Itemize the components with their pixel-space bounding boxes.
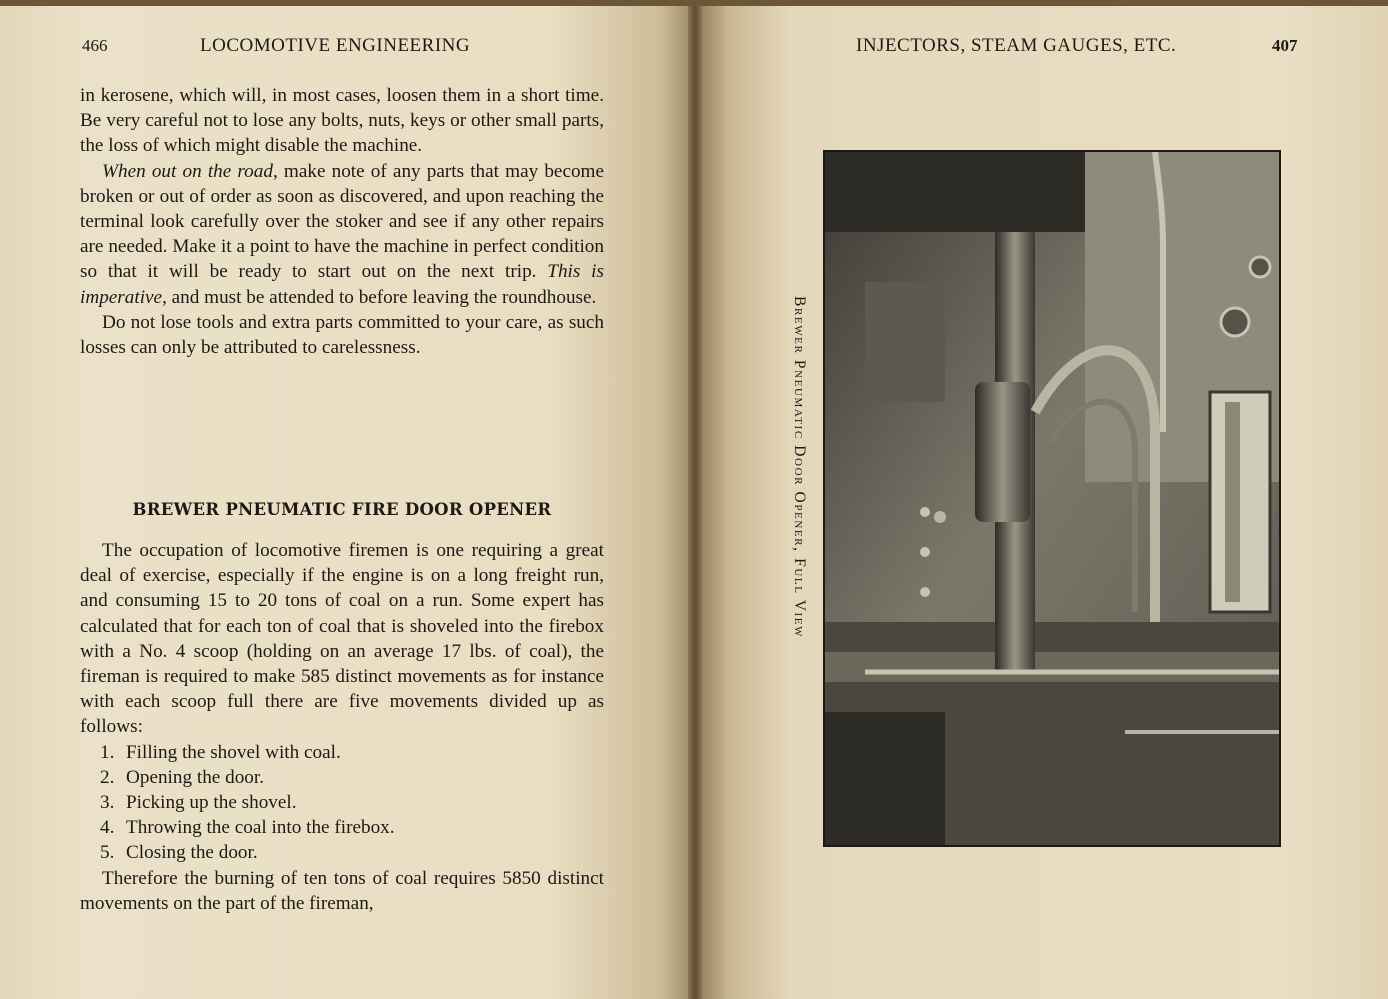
list-text: Throwing the coal into the firebox. xyxy=(126,817,395,839)
list-number: 2. xyxy=(100,766,115,788)
list-item xyxy=(100,815,604,840)
list-text: Filling the shovel with coal. xyxy=(126,741,341,763)
paragraph-therefore: Therefore the burning of ten tons of coal requires 5850 distinct movements on the part of the fireman, xyxy=(80,867,604,914)
list-item xyxy=(100,790,604,815)
paragraph-road-tail: , and must be attended to before leaving the roundhouse. xyxy=(162,286,597,308)
italic-imperative: This is imperative xyxy=(80,261,604,308)
book-gutter xyxy=(688,0,702,999)
section-heading: BREWER PNEUMATIC FIRE DOOR OPENER xyxy=(132,500,552,519)
halftone-photo xyxy=(823,150,1281,847)
list-text: Closing the door. xyxy=(126,842,258,864)
list-text: Picking up the shovel. xyxy=(126,792,297,814)
list-item xyxy=(100,740,604,765)
italic-lead: When out on the road xyxy=(102,160,273,182)
left-page-number: 466 xyxy=(82,36,108,55)
right-page-number: 407 xyxy=(1272,36,1298,55)
figure-caption: Brewer Pneumatic Door Opener, Full View xyxy=(791,296,808,639)
list-item xyxy=(100,765,604,790)
left-running-head: LOCOMOTIVE ENGINEERING xyxy=(200,35,471,56)
list-number: 4. xyxy=(100,817,115,839)
list-number: 1. xyxy=(100,741,115,763)
paragraph-road xyxy=(80,159,604,310)
list-number: 3. xyxy=(100,792,115,814)
right-running-head: INJECTORS, STEAM GAUGES, ETC. xyxy=(856,35,1177,56)
left-body-top xyxy=(80,83,604,360)
list-number: 5. xyxy=(100,842,115,864)
list-item xyxy=(100,840,604,865)
door-opener-illustration xyxy=(825,152,1279,845)
left-body-bottom xyxy=(80,538,604,916)
list-text: Opening the door. xyxy=(126,766,265,788)
page-edge xyxy=(0,0,1388,6)
paragraph-tools: Do not lose tools and extra parts committed to your care, as such losses can only be attributed to carelessness. xyxy=(80,311,604,359)
paragraph-kerosene: in kerosene, which will, in most cases, loosen them in a short time. Be very careful not to lose any bolts, nuts, keys or other small parts, the loss of which might disable the machine. xyxy=(80,85,604,157)
paragraph-occupation: The occupation of locomotive firemen is one requiring a great deal of exercise, especially if the engine is on a long freight run, and consuming 15 to 20 tons of coal on a run. Some expert has calculated that for each ton of coal that is shoveled into the firebox with a No. 4 scoop (holding on an average 17 lbs. of coal), the fireman is required to make 585 distinct movements as for instance with each scoop full there are five movements divided up as follows: xyxy=(80,540,604,738)
paragraph-road-text: , make note of any parts that may become broken or out of order as soon as discovered, and upon reaching the terminal look carefully over the stoker and see if any other repairs are needed. Make it a point to have the machine in perfect condition so that it will be ready to start out on the next trip. xyxy=(80,160,604,283)
movements-list xyxy=(80,740,604,866)
